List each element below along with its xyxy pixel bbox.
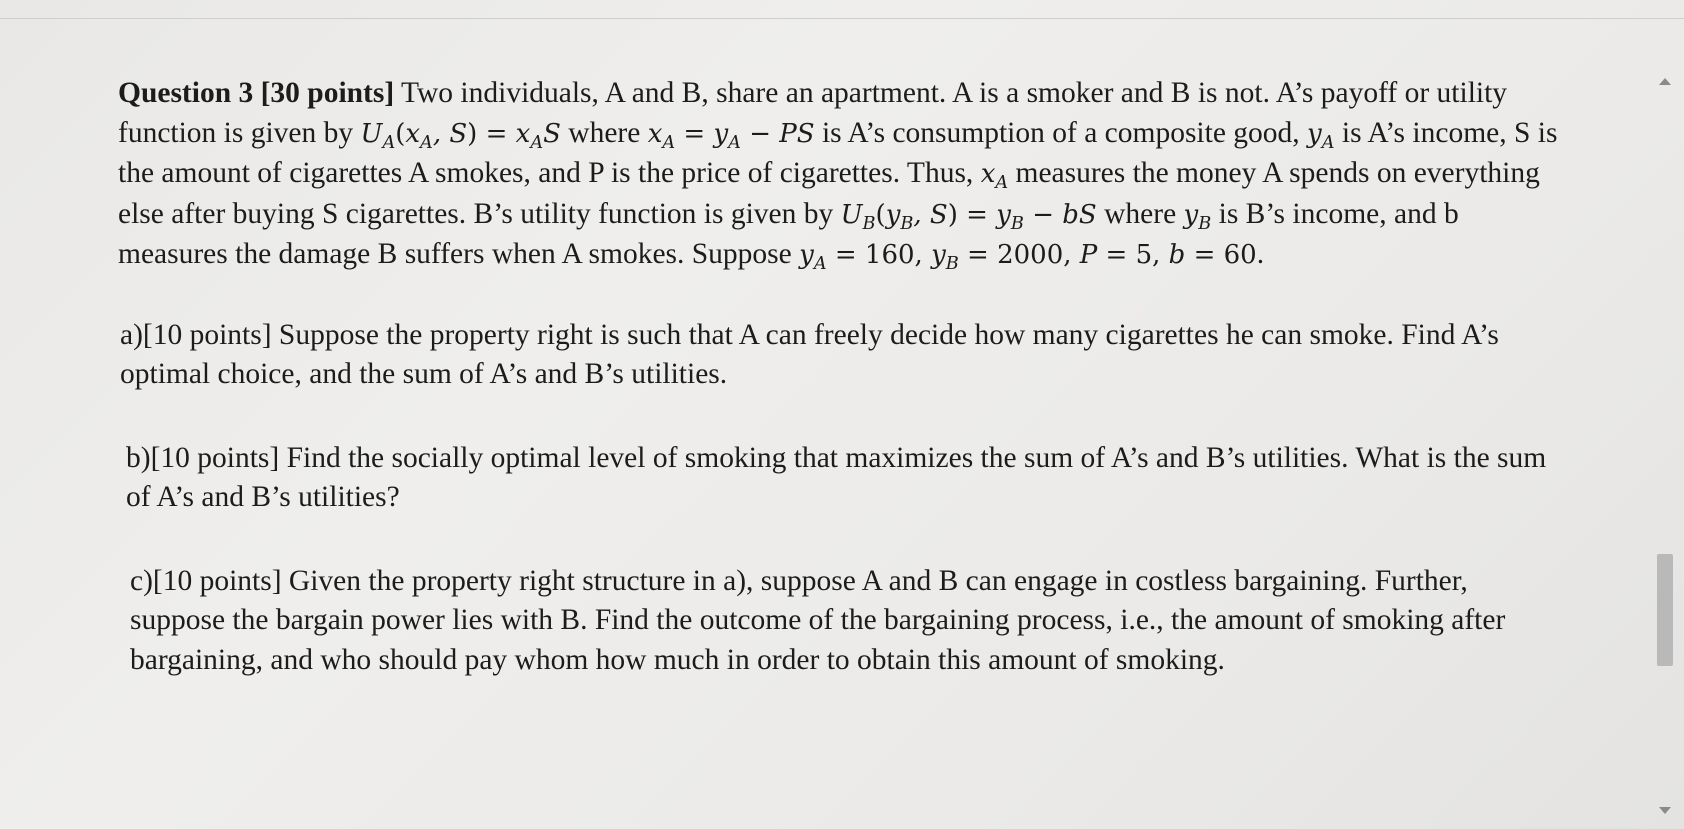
utility-b-formula: $U_B(y_B$, $S) = y_B$ − bS <box>840 199 1097 234</box>
utility-a-formula: $U_A(x_A$, $S) = x_AS$ <box>360 118 561 153</box>
vertical-scrollbar[interactable] <box>1654 78 1676 814</box>
document-page <box>118 74 1558 680</box>
question-heading: Question 3 [30 points] <box>118 77 395 109</box>
top-divider <box>0 18 1684 19</box>
part-c: c)[10 points] Given the property right structure in a), suppose A and B can engage in costless bargaining. Further, suppose the bargain power lies with B. Find the outcome of the bargaining process, i.e., the amount of smoking after bargaining, and who should pay whom how much in order to obtain this amount of smoking. <box>130 564 1506 676</box>
intro-text-8: . <box>1256 238 1265 270</box>
scroll-up-arrow-icon[interactable] <box>1659 78 1671 85</box>
consumption-formula: $x_A = y_A$ − PS <box>647 118 815 153</box>
scroll-thumb[interactable] <box>1657 554 1673 666</box>
intro-text-7: is B’s income, and b measures the damage B suffers when A smokes. Suppose <box>118 197 1459 270</box>
part-b: b)[10 points] Find the socially optimal level of smoking that maximizes the sum of A’s and B’s utilities. What is the sum of A’s and B’s utilities? <box>126 441 1547 513</box>
scroll-down-arrow-icon[interactable] <box>1659 807 1671 814</box>
intro-text-2: where <box>560 116 648 149</box>
xa-symbol: $x_A$ <box>980 159 1009 194</box>
intro-text-4: is A’s income, S is the amount of cigarettes A smokes, and P is the price of cigarettes. Thus, <box>118 116 1558 189</box>
intro-text-1: Two individuals, A and B, share an apartment. A is a smoker and B is not. A’s payoff or utility function is given by <box>118 77 1508 149</box>
intro-text-3: is A’s consumption of a composite good, <box>814 116 1308 149</box>
parameter-values: $y_A = 160$, $y_B = 2000$, P = 5, b = 60 <box>799 240 1257 275</box>
part-a: a)[10 points] Suppose the property right is such that A can freely decide how many cigarettes he can smoke. Find A’s optimal choice, and the sum of A’s and B’s utilities. <box>120 318 1499 390</box>
question-intro <box>118 74 1558 276</box>
income-a-symbol: $y_A$ <box>1307 118 1335 153</box>
income-b-symbol: $y_B$ <box>1183 199 1212 234</box>
intro-text-6: where <box>1096 197 1184 230</box>
intro-text-5: measures the money A spends on everything else after buying S cigarettes. B’s utility function is given by <box>118 157 1540 230</box>
